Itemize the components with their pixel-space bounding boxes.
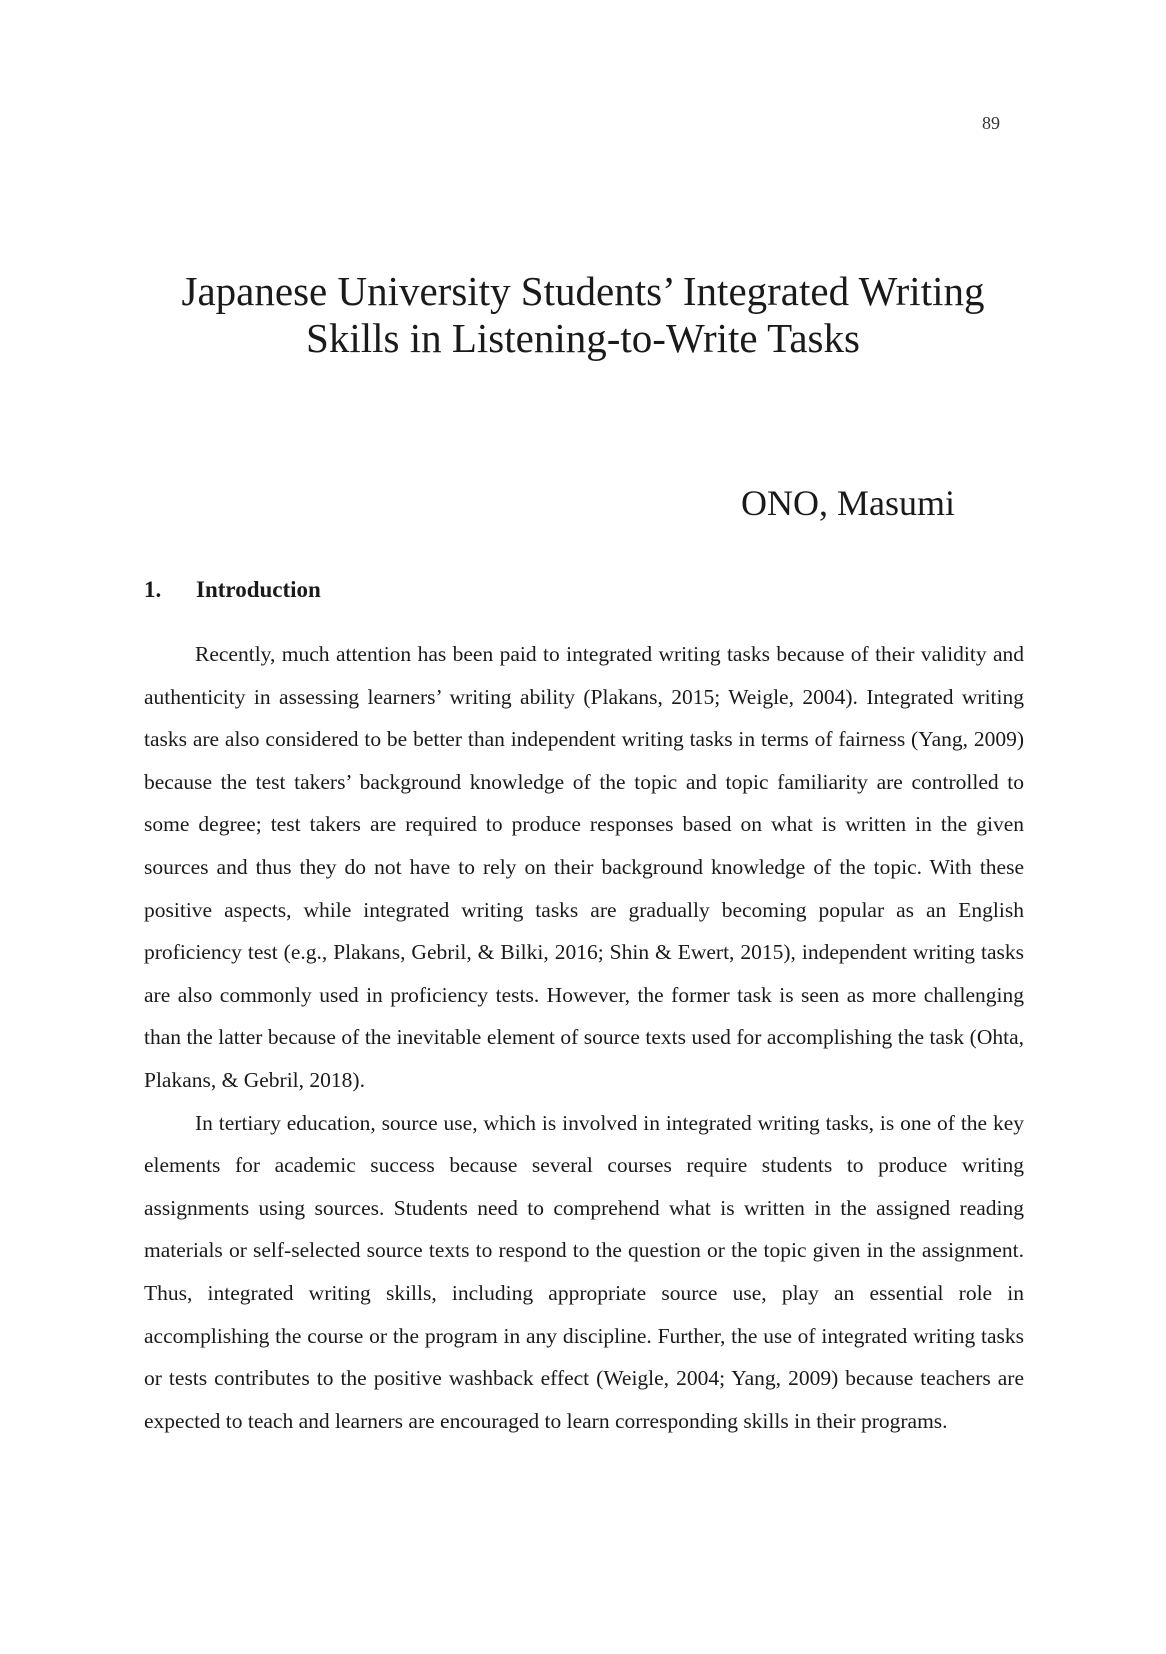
section-number: 1. <box>144 577 162 602</box>
paragraph-1: Recently, much attention has been paid to integrated writing tasks because of their validity and authenticity in assessing learners’ writing ability (Plakans, 2015; Weigle, 2004). Integrated writing tasks are also considered to be better than independent writing tasks in terms of fairness (Yang, 2009) because the test takers’ background knowledge of the topic and topic familiarity are controlled to some degree; test takers are required to produce responses based on what is written in the given sources and thus they do not have to rely on their background knowledge of the topic. With these positive aspects, while integrated writing tasks are gradually becoming popular as an English proficiency test (e.g., Plakans, Gebril, & Bilki, 2016; Shin & Ewert, 2015), independent writing tasks are also commonly used in proficiency tests. However, the former task is seen as more challenging than the latter because of the inevitable element of source texts used for accomplishing the task (Ohta, Plakans, & Gebril, 2018). <box>144 642 1024 1092</box>
body-text <box>144 633 1024 1442</box>
paper-title-line-1: Japanese University Students’ Integrated Writing <box>181 268 985 314</box>
page-number: 89 <box>982 113 1000 133</box>
author-name: ONO, Masumi <box>741 483 955 523</box>
section-title: Introduction <box>196 577 321 602</box>
section-heading <box>144 577 321 603</box>
paper-title-line-2: Skills in Listening-to-Write Tasks <box>306 315 860 361</box>
paper-title <box>100 268 1066 362</box>
paragraph-2: In tertiary education, source use, which is involved in integrated writing tasks, is one of the key elements for academic success because several courses require students to produce writing assignments using sources. Students need to comprehend what is written in the assigned reading materials or self-selected source texts to respond to the question or the topic given in the assignment. Thus, integrated writing skills, including appropriate source use, play an essential role in accomplishing the course or the program in any discipline. Further, the use of integrated writing tasks or tests contributes to the positive washback effect (Weigle, 2004; Yang, 2009) because teachers are expected to teach and learners are encouraged to learn corresponding skills in their programs. <box>144 1110 1024 1433</box>
